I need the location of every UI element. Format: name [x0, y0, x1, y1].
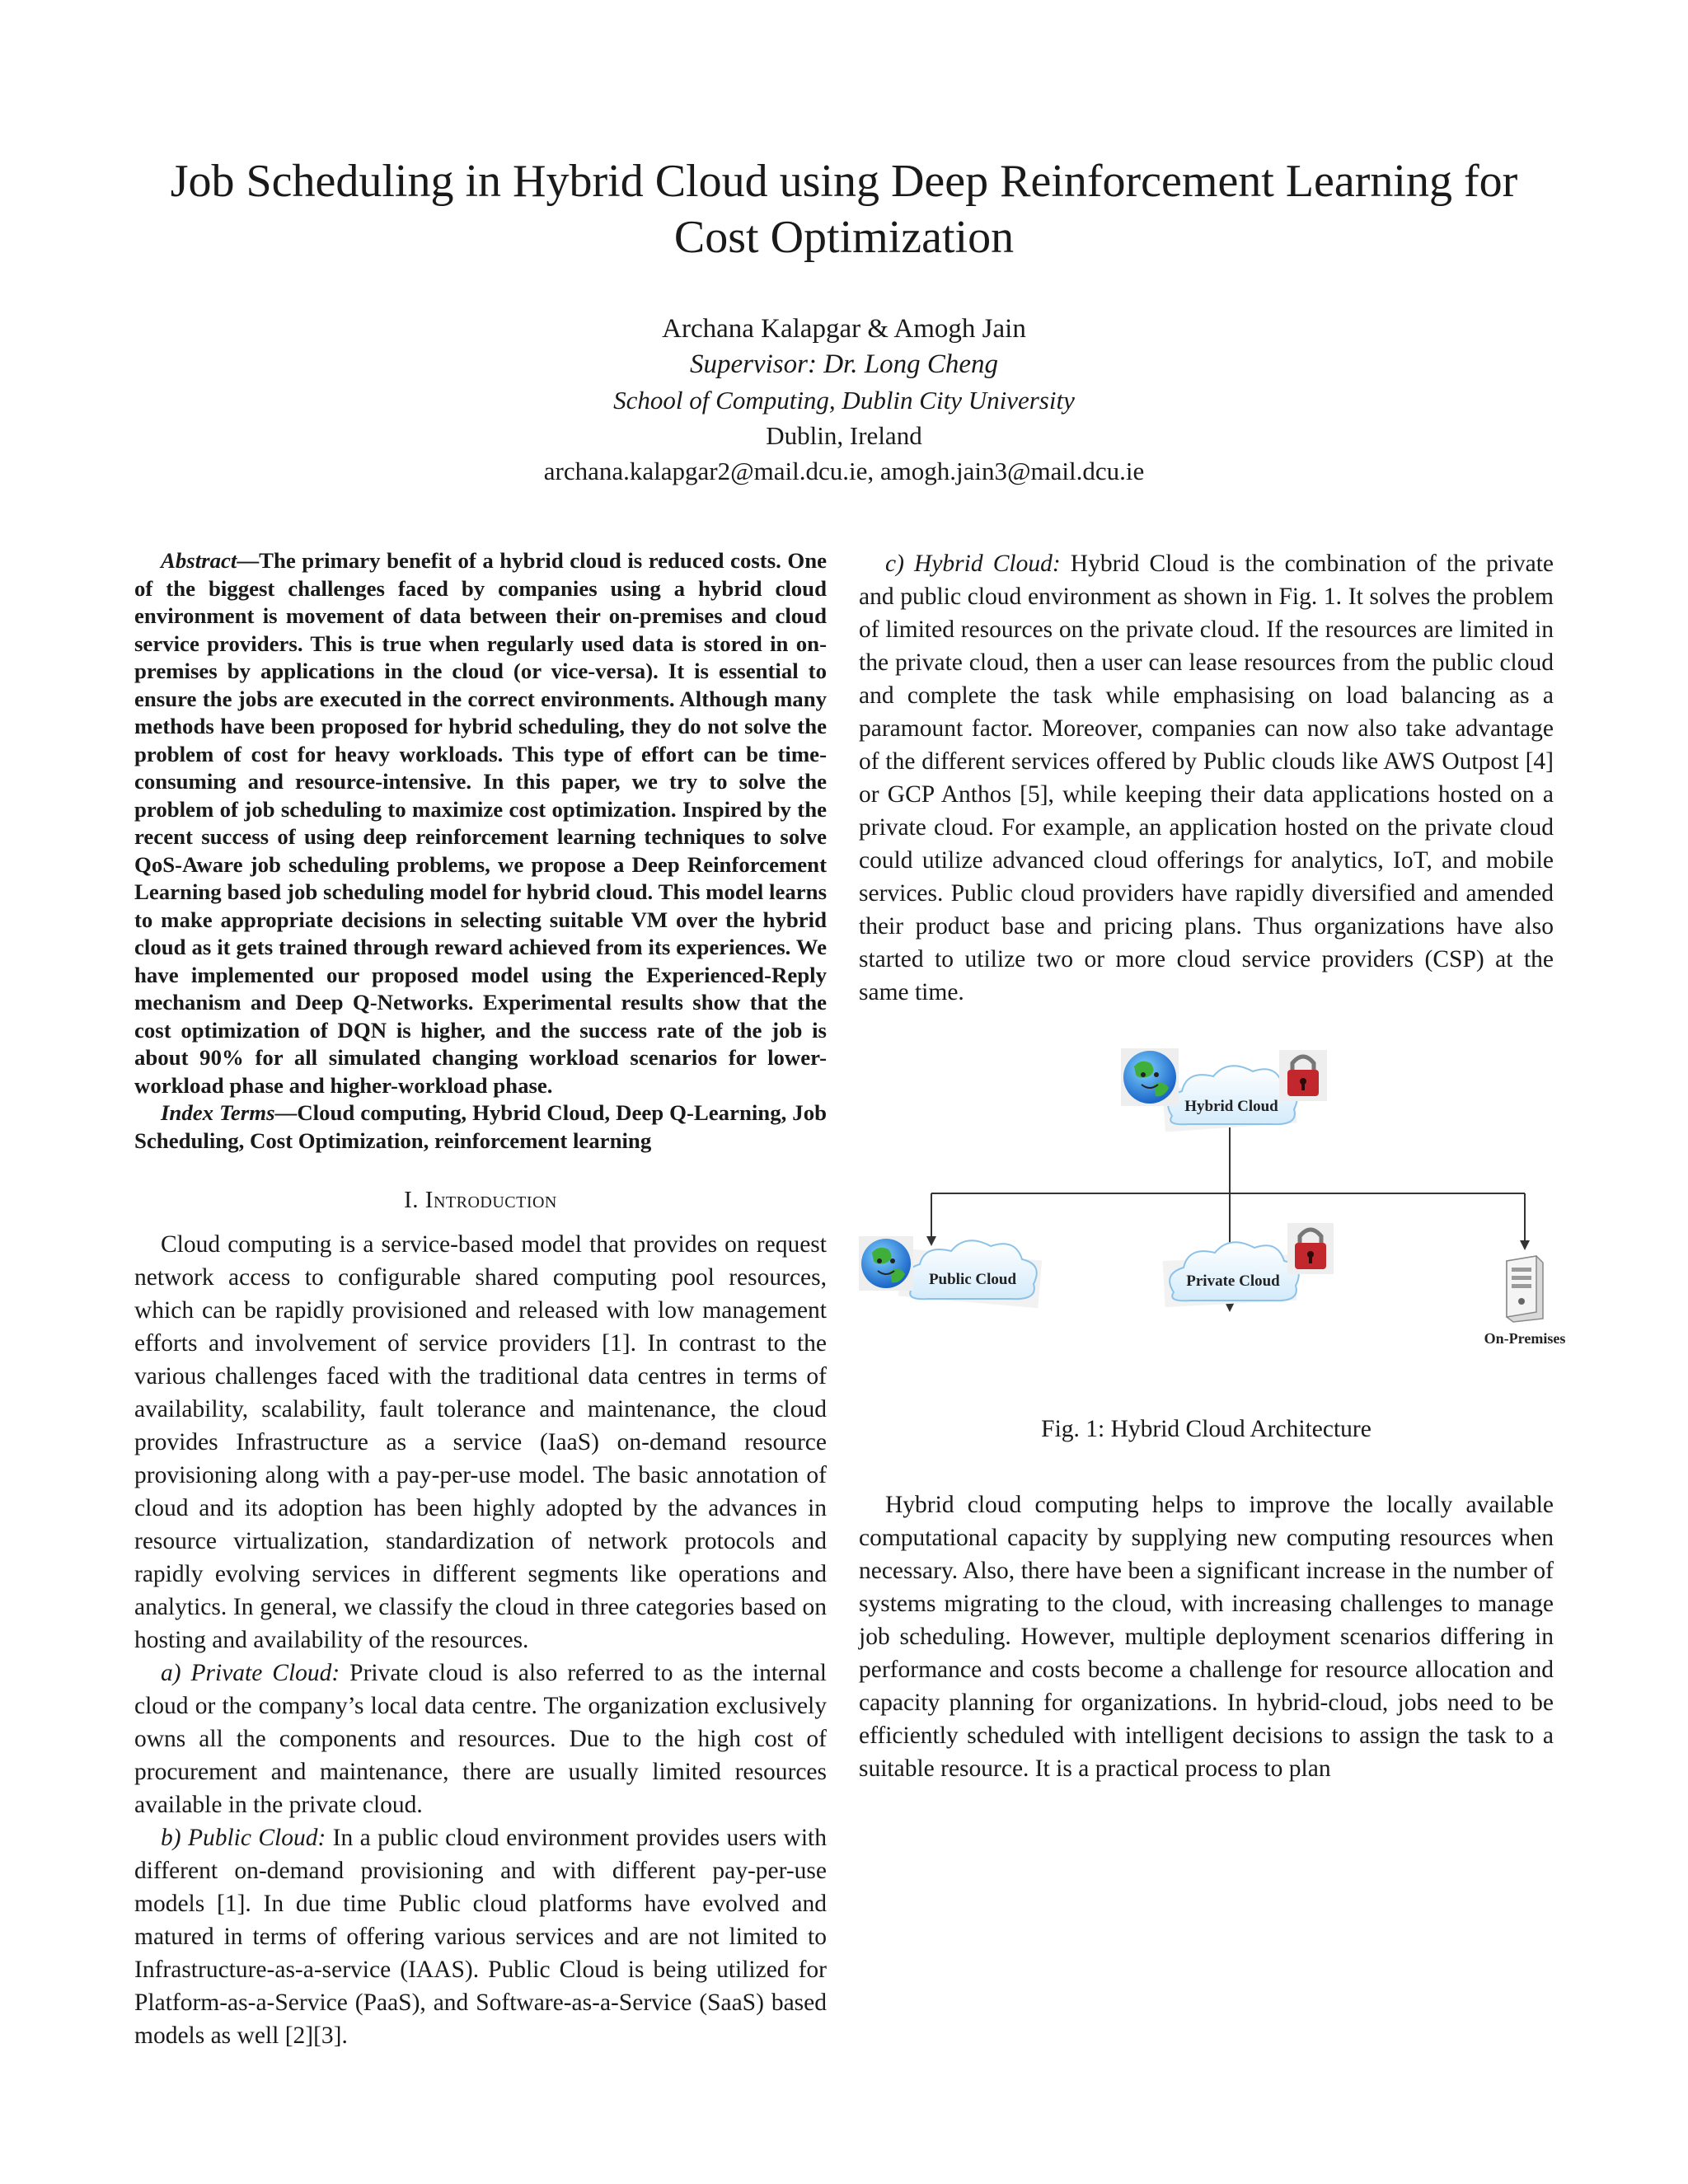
location: Dublin, Ireland: [766, 421, 922, 450]
arrow-to-public-icon: [926, 1236, 936, 1246]
paper-title: [0, 153, 1688, 265]
index-terms: [134, 1099, 827, 1155]
globe-icon: [1121, 1048, 1179, 1106]
hybrid-cloud-heading: c) Hybrid Cloud:: [885, 551, 1061, 577]
public-cloud-paragraph-part1: [134, 1821, 827, 2052]
figure-hybrid-cloud-architecture: [859, 1033, 1566, 1404]
index-terms-text: —Cloud computing, Hybrid Cloud, Deep Q-Learning, Job Scheduling, Cost Optimization, reinforcement learning: [134, 1100, 827, 1153]
title-line-1: Job Scheduling in Hybrid Cloud using Deep Reinforcement Learning for: [170, 156, 1518, 207]
private-cloud-heading: a) Private Cloud:: [161, 1660, 340, 1686]
public-cloud-text: In a public cloud environment provides users with different on-demand provisioning and with different pay-per-use models [1]. In due time Public cloud platforms have evolved and matured in terms of offering various services and are not limited to Infrastructure-as-a-service (IAAS). Public Cloud is being utilized for Platform-as-a-Service (PaaS), and Software-as-a-Service (SaaS) based models as well [2][3].: [134, 1825, 827, 2049]
emails: archana.kalapgar2@mail.dcu.ie, amogh.jain3@mail.dcu.ie: [543, 457, 1145, 485]
section-number: I.: [404, 1187, 425, 1213]
index-terms-label: Index Terms: [161, 1100, 275, 1125]
private-cloud-paragraph: [134, 1657, 827, 1821]
author-block: [0, 312, 1688, 489]
lock-icon: [1279, 1050, 1327, 1101]
hybrid-cloud-text: Hybrid Cloud is the combination of the private and public cloud environment as shown in Fig. 1. It solves the problem of limited resources on the private cloud. If the resources are limited in the private cloud, then a user can lease resources from the public cloud and complete the task while emphasising on load balancing as a paramount factor. Moreover, companies can now also take advantage of the different services offered by Public clouds like AWS Outpost [4] or GCP Anthos [5], while keeping their data applications hosted on a private cloud. For example, an application hosted on the private cloud could utilize advanced cloud offerings for analytics, IoT, and mobile services. Public cloud providers have rapidly diversified and amended their product base and pricing plans. Thus organizations have also started to utilize two or more cloud service providers (CSP) at the same time.: [859, 551, 1554, 1005]
section-title: Introduction: [424, 1187, 557, 1213]
abstract-text: —The primary benefit of a hybrid cloud is reduced costs. One of the biggest challenges faced by companies using a hybrid cloud environment is movement of data between their on-premises and cloud service providers. This is true when regularly used data is stored in on-premises by applications in the cloud (or vice-versa). It is essential to ensure the jobs are executed in the correct environments. Although many methods have been proposed for hybrid scheduling, they do not solve the problem of cost for heavy workloads. This type of effort can be time-consuming and resource-intensive. In this paper, we try to solve the problem of job scheduling to maximize cost optimization. Inspired by the recent success of using deep reinforcement learning techniques to solve QoS-Aware job scheduling problems, we propose a Deep Reinforcement Learning based job scheduling model for hybrid cloud. This model learns to make appropriate decisions in selecting suitable VM over the hybrid cloud as it gets trained through reward achieved from its experiences. We have implemented our proposed model using the Experienced-Reply mechanism and Deep Q-Networks. Experimental results show that the cost optimization of DQN is higher, and the success rate of the job is about 90% for all simulated changing workload scenarios for lower-workload phase and higher-workload phase.: [134, 548, 827, 1098]
author-names: Archana Kalapgar & Amogh Jain: [662, 314, 1026, 344]
cloud-icon: [907, 1240, 1037, 1299]
private-cloud-label: Private Cloud: [1186, 1272, 1280, 1290]
intro-paragraph-1: Cloud computing is a service-based model that provides on request network access to configurable shared computing pool resources, which can be rapidly provisioned and released with low management efforts and involvement of service providers [1]. In contrast to the various challenges faced with the traditional data centres in terms of availability, scalability, fault tolerance and maintenance, the cloud provides Infrastructure as a service (IaaS) on-demand resource provisioning along with a pay-per-use model. The basic annotation of cloud and its adoption has been highly adopted by the advances in resource virtualization, standardization of network protocols and rapidly evolving services in different segments like operations and analytics. In general, we classify the cloud in three categories based on hosting and availability of the resources.: [134, 1231, 827, 1653]
figure-caption: Fig. 1: Hybrid Cloud Architecture: [1041, 1416, 1372, 1442]
public-cloud-label: Public Cloud: [928, 1271, 1017, 1288]
lock-icon: [1287, 1223, 1334, 1274]
section-heading-introduction: [134, 1183, 827, 1216]
private-cloud-text: Private cloud is also referred to as the internal cloud or the company’s local data centre. The organization exclusively owns all the components and resources. Due to the high cost of procurement and maintenance, there are usually limited resources available in the private cloud.: [134, 1660, 827, 1818]
right-column: [859, 547, 1566, 1785]
on-premises-label: On-Premises: [1484, 1330, 1566, 1347]
cloud-icon: [1168, 1066, 1297, 1124]
supervisor: Supervisor: Dr. Long Cheng: [689, 349, 998, 379]
private-cloud-node: [1163, 1223, 1334, 1307]
arrow-to-onprem-icon: [1520, 1240, 1530, 1250]
globe-icon: [859, 1236, 913, 1291]
left-column: [134, 547, 827, 2052]
public-cloud-heading: b) Public Cloud:: [161, 1825, 326, 1851]
affiliation: School of Computing, Dublin City University: [613, 386, 1075, 415]
abstract: [134, 547, 827, 1099]
title-line-2: Cost Optimization: [673, 212, 1015, 263]
hybrid-cloud-label: Hybrid Cloud: [1184, 1098, 1278, 1115]
architecture-diagram: [859, 1033, 1566, 1404]
hybrid-cloud-node: [1121, 1048, 1327, 1132]
on-premises-node: [1484, 1256, 1566, 1347]
cloud-icon: [1170, 1242, 1299, 1301]
intro-paragraph-after-figure: Hybrid cloud computing helps to improve the locally available computational capacity by supplying new computing resources when necessary. Also, there have been a significant increase in the number of systems migrating to the cloud, with increasing challenges to manage job scheduling. However, multiple deployment scenarios differing in performance and costs become a challenge for resource allocation and capacity planning for organizations. In hybrid-cloud, jobs need to be efficiently scheduled with intelligent decisions to assign the task to a suitable resource. It is a practical process to plan: [859, 1492, 1554, 1782]
public-cloud-node: [859, 1236, 1042, 1308]
abstract-label: Abstract: [161, 548, 237, 573]
server-icon: [1507, 1256, 1543, 1322]
hybrid-cloud-paragraph: [859, 547, 1554, 1009]
